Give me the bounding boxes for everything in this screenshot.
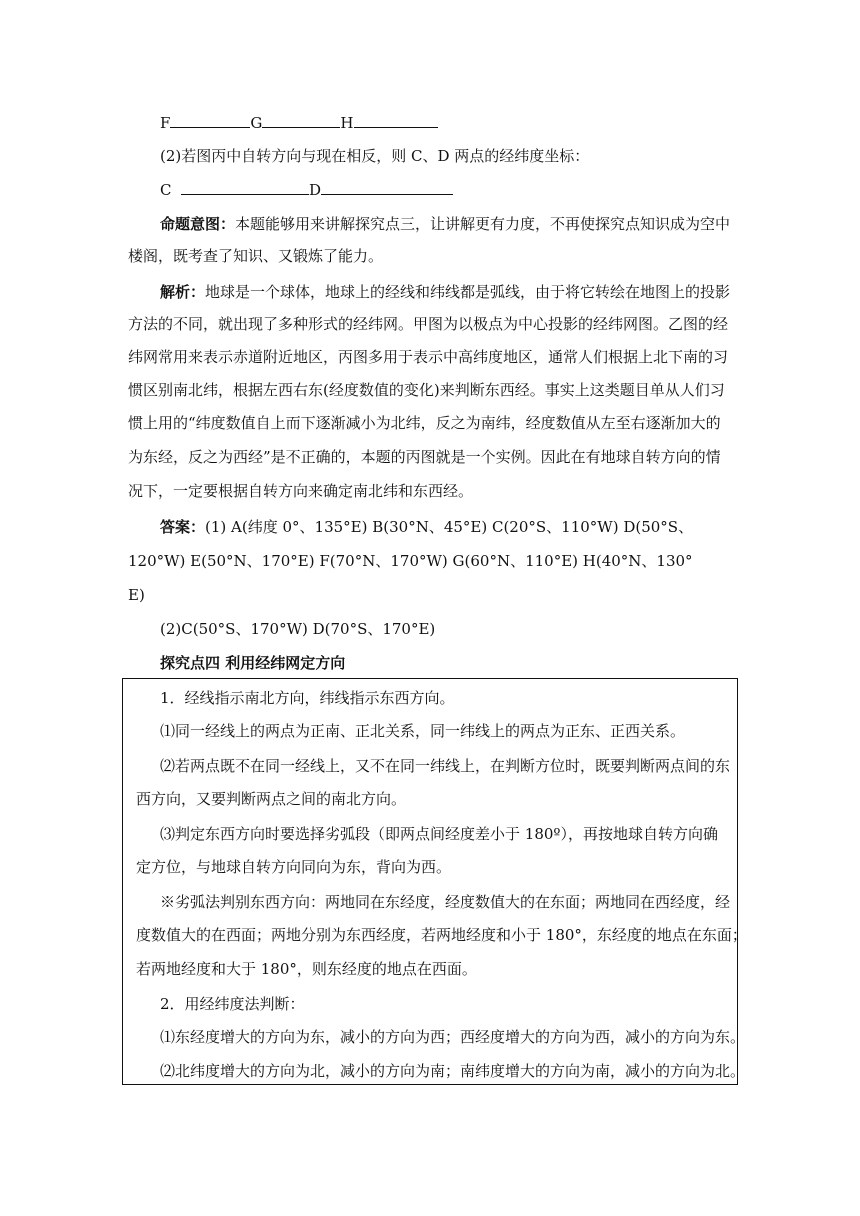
answer-line-1 bbox=[160, 517, 750, 537]
box-line-1: 1．经线指示南北方向，纬线指示东西方向。 bbox=[160, 689, 455, 707]
blank-c[interactable] bbox=[181, 180, 309, 195]
analysis-line-4: 惯区别南北纬，根据左西右东(经度数值的变化)来判断东西经。事实上这类题目单从人们习 bbox=[128, 381, 725, 399]
fgh-blank-line bbox=[160, 113, 750, 133]
analysis-line-1 bbox=[160, 282, 750, 302]
blank-d[interactable] bbox=[321, 180, 453, 195]
box-line-12: ⑵北纬度增大的方向为北，减小的方向为南；南纬度增大的方向为南，减小的方向为北。 bbox=[160, 1062, 746, 1080]
label-h: H bbox=[340, 114, 354, 132]
label-f: F bbox=[160, 114, 171, 132]
label-c: C bbox=[160, 181, 172, 199]
box-line-8: 度数值大的在西面；两地分别为东西经度，若两地经度和小于 180°，东经度的地点在东面； bbox=[136, 926, 747, 944]
box-line-3: ⑵若两点既不在同一经线上，又不在同一纬线上，在判断方位时，既要判断两点间的东 bbox=[160, 757, 731, 775]
analysis-line-2: 方法的不同，就出现了多种形式的经纬网。甲图为以极点为中心投影的经纬网图。乙图的经 bbox=[128, 315, 729, 333]
box-line-5: ⑶判定东西方向时要选择劣弧段（即两点间经度差小于 180º），再按地球自转方向确 bbox=[160, 825, 718, 843]
analysis-line-6: 为东经，反之为西经”是不正确的，本题的丙图就是一个实例。因此在有地球自转方向的情 bbox=[128, 448, 721, 466]
intent-line-1 bbox=[160, 214, 750, 234]
answer-line-3: E) bbox=[128, 586, 145, 604]
answer-label: 答案： bbox=[160, 518, 206, 536]
label-g: G bbox=[250, 114, 263, 132]
analysis-text-1: 地球是一个球体，地球上的经线和纬线都是弧线，由于将它转绘在地图上的投影 bbox=[205, 283, 731, 301]
intent-line-2: 楼阁，既考查了知识、又锻炼了能力。 bbox=[128, 247, 384, 265]
analysis-label: 解析： bbox=[160, 283, 206, 301]
answer-line-4: (2)C(50°S、170°W) D(70°S、170°E) bbox=[160, 620, 436, 638]
intent-label: 命题意图： bbox=[160, 215, 236, 233]
box-line-4: 西方向，又要判断两点之间的南北方向。 bbox=[136, 790, 407, 808]
box-line-10: 2．用经纬度法判断： bbox=[160, 995, 305, 1013]
analysis-line-7: 况下，一定要根据自转方向来确定南北纬和东西经。 bbox=[128, 482, 474, 500]
intent-text-1: 本题能够用来讲解探究点三，让讲解更有力度，不再使探究点知识成为空中 bbox=[235, 215, 731, 233]
answer-text-1: (1) A(纬度 0°、135°E) B(30°N、45°E) C(20°S、110°W) D(50°S、 bbox=[205, 518, 694, 536]
answer-line-2: 120°W) E(50°N、170°E) F(70°N、170°W) G(60°N、110°E) H(40°N、130° bbox=[128, 552, 693, 570]
box-line-9: 若两地经度和大于 180°，则东经度的地点在西面。 bbox=[136, 960, 477, 978]
box-line-2: ⑴同一经线上的两点为正南、正北关系，同一纬线上的两点为正东、正西关系。 bbox=[160, 722, 686, 740]
analysis-line-5: 惯上用的“纬度数值自上而下逐渐减小为北纬，反之为南纬，经度数值从左至右逐渐加大的 bbox=[128, 414, 721, 432]
box-line-6: 定方位，与地球自转方向同向为东，背向为西。 bbox=[136, 858, 452, 876]
blank-g[interactable] bbox=[262, 113, 340, 128]
blank-f[interactable] bbox=[170, 113, 250, 128]
label-d: D bbox=[309, 181, 322, 199]
blank-h[interactable] bbox=[354, 113, 438, 128]
question-2: (2)若图丙中自转方向与现在相反，则 C、D 两点的经纬度坐标： bbox=[160, 147, 590, 165]
cd-blank-line bbox=[160, 180, 750, 200]
section-title: 探究点四 利用经纬网定方向 bbox=[160, 654, 346, 672]
analysis-line-3: 纬网常用来表示赤道附近地区，丙图多用于表示中高纬度地区，通常人们根据上北下南的习 bbox=[128, 348, 729, 366]
box-line-11: ⑴东经度增大的方向为东，减小的方向为西；西经度增大的方向为西，减小的方向为东。 bbox=[160, 1028, 746, 1046]
box-line-7: ※劣弧法判别东西方向：两地同在东经度，经度数值大的在东面；两地同在西经度，经 bbox=[160, 893, 731, 911]
